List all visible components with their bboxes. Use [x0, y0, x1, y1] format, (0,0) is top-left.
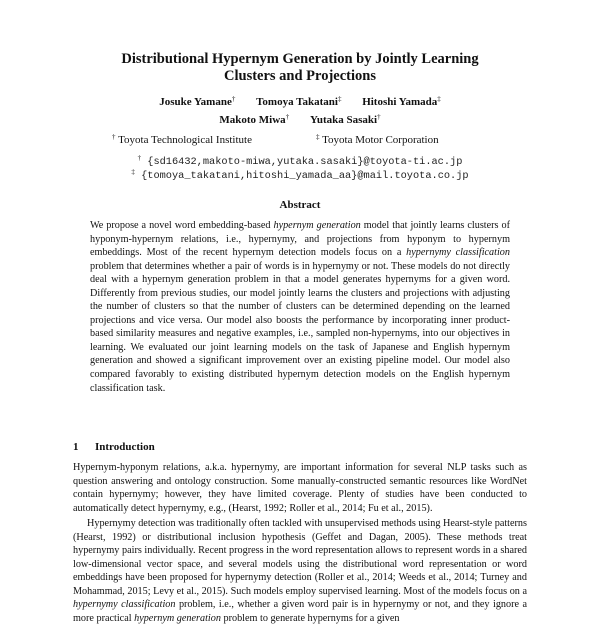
author-row-2 — [0, 110, 600, 128]
affiliations — [0, 133, 600, 147]
affiliation: ‡ Toyota Motor Corporation — [316, 133, 439, 146]
section-number: 1 — [73, 441, 79, 453]
abstract-heading: Abstract — [279, 199, 321, 211]
email-line-2[interactable]: ‡ {tomoya_takatani,hitoshi_yamada_aa}@mail.toyota.co.jp — [131, 168, 469, 182]
introduction-body — [73, 461, 527, 626]
author: Yutaka Sasaki† — [309, 113, 381, 126]
title-line-1: Distributional Hypernym Generation by Jointly Learning — [121, 51, 479, 67]
section-heading — [73, 441, 155, 453]
email-line-1[interactable]: † {sd16432,makoto-miwa,yutaka.sasaki}@toyota-ti.ac.jp — [137, 154, 463, 168]
title-line-2: Clusters and Projections — [224, 68, 376, 84]
author: Hitoshi Yamada‡ — [362, 95, 441, 108]
author-list — [0, 92, 600, 128]
intro-paragraph-1: Hypernym-hyponym relations, a.k.a. hypernymy, are important information for several NLP tasks such as question answering and ontology construction. Some manually-constructed semantic resources like WordNet contain hypernymy; however, they have limited coverage. Plenty of studies have been conducted to automatically detect hypernymy, e.g., (Hearst, 1992; Roller et al., 2014; Fu et al., 2015). — [73, 462, 527, 514]
intro-paragraph-2: Hypernymy detection was traditionally often tackled with unsupervised methods using Hearst-style patterns (Hearst, 1992) or distributional inclusion hypothesis (Geffet and Dagan, 2005). These methods treat hypernymy pairs individually. Recent progress in the word representation allows to represent words in a shared low-dimensional vector space, and several models using the distributional word representation or word embeddings have been proposed for hypernymy detection (Roller et al., 2014; Weeds et al., 2014; Turney and Mohammad, 2015; Levy et al., 2015). Such models employ supervised learning. Most of the models focus on a hypernymy classification problem, i.e., whether a given word pair is in hypernymy or not, and they ignore a more practical hypernym generation problem to generate hypernyms for a given — [73, 518, 527, 625]
author: Makoto Miwa† — [219, 113, 290, 126]
section-title: Introduction — [95, 441, 155, 453]
affiliation: † Toyota Technological Institute — [112, 133, 252, 146]
paper-title — [0, 51, 600, 85]
author: Josuke Yamane† — [159, 95, 236, 108]
abstract-body: We propose a novel word embedding-based hypernym generation model that jointly learns clusters of hyponym-hypernym relations, i.e., hypernymy, and projections from hyponym to hypernym embeddings. Most of the recent hypernym detection models focus on a hypernymy classification problem that determines whether a pair of words is in hypernymy or not. These models do not directly deal with a hypernym generation problem in that a model generates hypernyms for a given word. Differently from previous studies, our model jointly learns the clusters and projections with adjusting the number of clusters so that the number of clusters can be determined depending on the learned projections and vice versa. Our model also boosts the performance by incorporating inner product-based similarity measures and negative examples, i.e., sampled non-hypernyms, into our objectives in learning. We evaluated our joint learning models on the task of Japanese and English hypernym generation and showed a significant improvement over an existing pipeline model. Our model also compared favorably to existing distributed hypernym detection models on the English hypernym classification task. — [90, 220, 510, 394]
author: Tomoya Takatani‡ — [256, 95, 342, 108]
author-row-1 — [0, 92, 600, 110]
